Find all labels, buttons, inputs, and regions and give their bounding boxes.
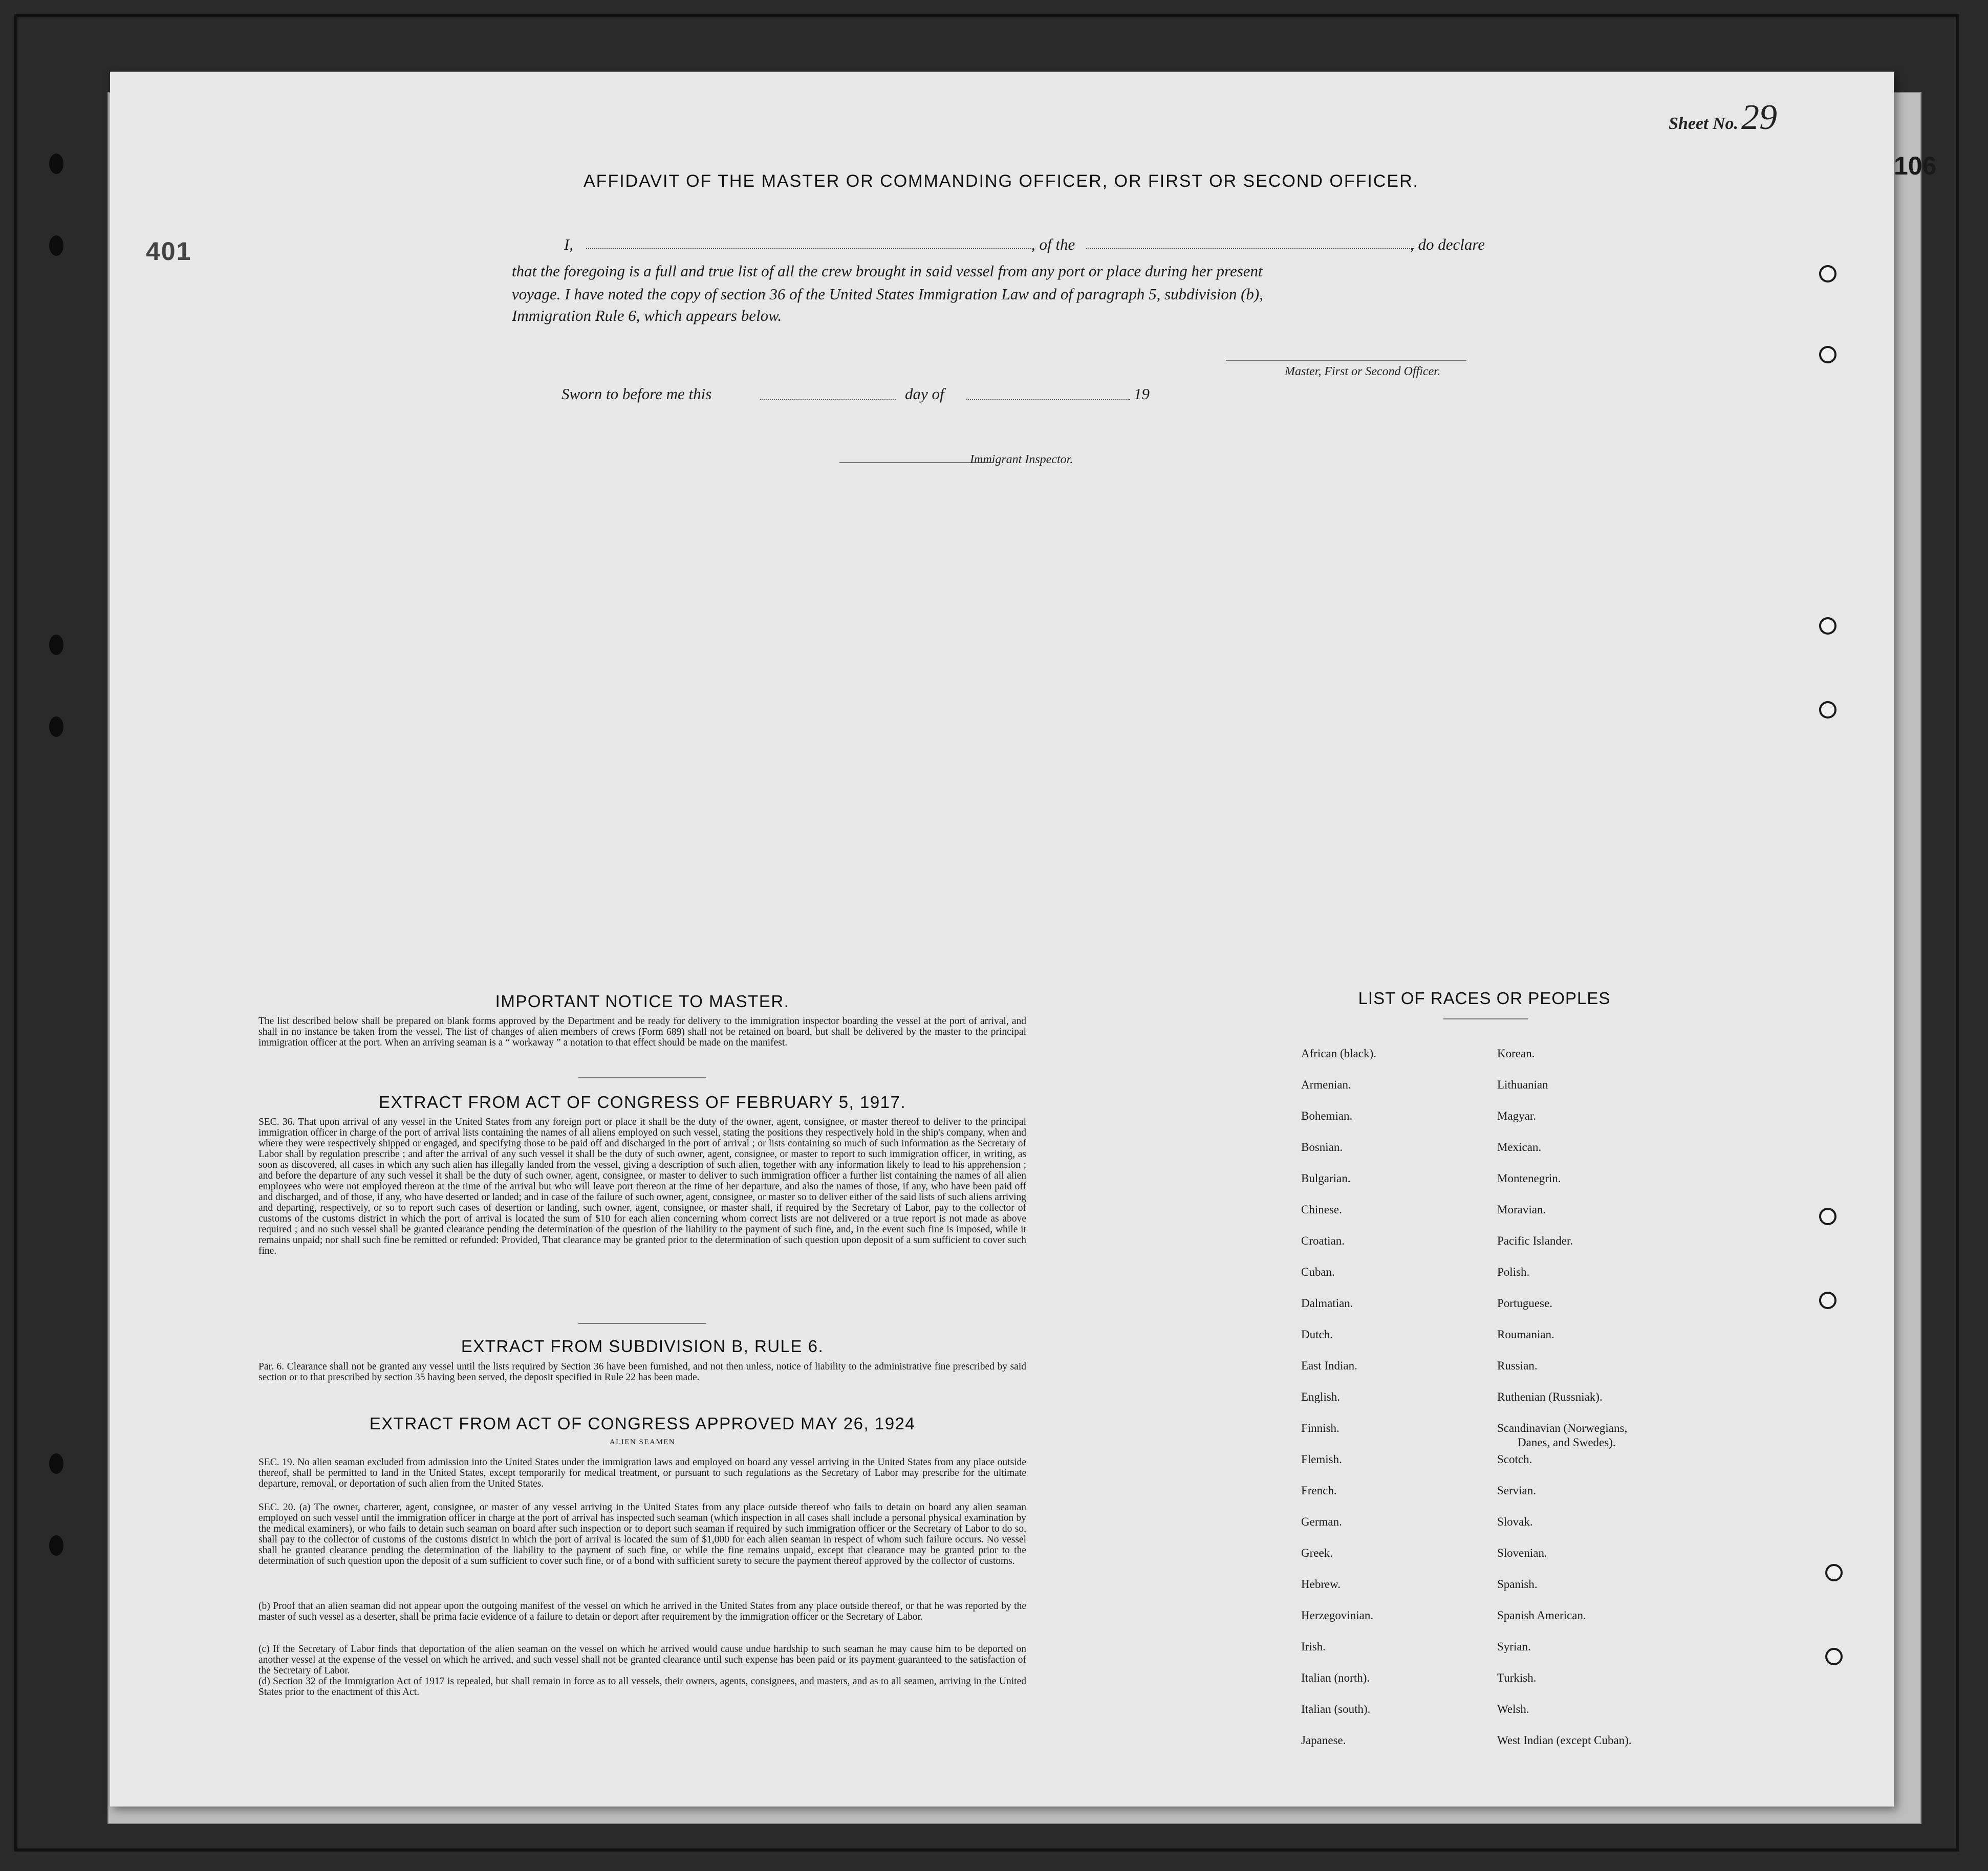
punch-hole — [1819, 1292, 1836, 1309]
race-item: Lithuanian — [1497, 1078, 1548, 1091]
race-item: German. — [1301, 1515, 1342, 1528]
binder-hole — [49, 154, 63, 174]
extract-1924-sec20c: (c) If the Secretary of Labor finds that deportation of the alien seaman on the vessel on which he arrived would cause undue hardship to such seaman he may cause him to be deported on another vessel at the expense of the vessel on which he arrived, and such vessel shall not be granted clearance until such expense has been paid or its payment guaranteed to the satisfaction of the Secretary of Labor. — [258, 1644, 1026, 1676]
sworn-label: Sworn to before me this — [561, 385, 712, 403]
race-item: Chinese. — [1301, 1203, 1342, 1216]
vessel-blank — [1086, 248, 1414, 249]
race-item: Mexican. — [1497, 1141, 1542, 1154]
race-item: Ruthenian (Russniak). — [1497, 1390, 1603, 1403]
race-item: Armenian. — [1301, 1078, 1351, 1091]
race-item: Turkish. — [1497, 1671, 1537, 1684]
affidavit-of-the: , of the — [1031, 235, 1075, 253]
race-item: Scandinavian (Norwegians, — [1497, 1422, 1628, 1434]
race-item: Flemish. — [1301, 1453, 1342, 1466]
extract-1917-body: SEC. 36. That upon arrival of any vessel in the United States from any foreign port or place it shall be the duty of the owner, agent, consignee, or master thereof to deliver to the principal immigration officer in charge of the port of arrival lists containing the names of all aliens employed on such vessel, stating the positions they respectively hold in the ship's company, when and where they were respectively shipped or engaged, and specifying those to be paid off and discharged in the port of arrival ; or lists containing so much of such information as the Secretary of Labor shall by regulation prescribe ; and after the arrival of any such vessel it shall be the duty of such owner, agent, consignee, or master to report to such immigration officer, in writing, as soon as discovered, all cases in which any such alien has illegally landed from the vessel, giving a description of such alien, together with any information likely to lead to his apprehension ; and before the departure of any such vessel it shall be the duty of such owner, agent, consignee, or master to deliver to such immigration officer a further list containing the names of all alien employees who were not employed thereon at the time of the arrival but who will leave port thereon at the time of her departure, and also the names of those, if any, who have been paid off and discharged, and of those, if any, who have deserted or landed; and in case of the failure of such owner, agent, consignee, or master so to deliver either of the said lists of such aliens arriving and departing, respectively, or so to report such cases of desertion or landing, such owner, agent, consignee, or master shall, if required by the Secretary of Labor, pay to the collector of customs of the customs district in which the port of arrival is located the sum of $10 for each alien concerning whom correct lists are not delivered or a true report is not made as above required ; and no such vessel shall be granted clearance pending the determination of the question of the liability to the payment of such fine, and, in the event such fine is imposed, while it remains unpaid; nor shall such fine be remitted or refunded: Provided, That clearance may be granted prior to the determination of such question upon deposit of a sum sufficient to cover such fine. — [258, 1117, 1026, 1256]
race-item: Servian. — [1497, 1484, 1537, 1497]
race-item: Cuban. — [1301, 1266, 1335, 1278]
extract-1924-sec19: SEC. 19. No alien seaman excluded from admission into the United States under the immigration laws and employed on board any vessel arriving in the United States from any place outside thereof, shall be permitted to land in the United States, except temporarily for medical treatment, or pursuant to such regulations as the Secretary of Labor may prescribe for the ultimate departure, removal, or deportation of such alien from the United States. — [258, 1457, 1026, 1489]
sheet-number — [1669, 97, 1777, 138]
race-item: Bosnian. — [1301, 1141, 1343, 1154]
races-title: LIST OF RACES OR PEOPLES — [1358, 989, 1611, 1008]
race-item: Danes, and Swedes). — [1518, 1436, 1616, 1449]
notice-body: The list described below shall be prepared on blank forms approved by the Department and be ready for delivery to the immigration inspector boarding the vessel at the port of arrival, and shall in no instance be taken from the vessel. The list of changes of alien members of crews (Form 689) shall not be retained on board, but shall be delivered by the master to the principal immigration officer at the port. When an arriving seaman is a “ workaway ” a notation to that effect should be made on the manifest. — [258, 1016, 1026, 1048]
extract-1924-sec20b: (b) Proof that an alien seaman did not appear upon the outgoing manifest of the vessel on which he arrived in the United States from any place outside thereof, or that he was reported by the master of such vessel as a deserter, shall be prima facie evidence of a failure to detain or deport after requirement by the immigration officer or the Secretary of Labor. — [258, 1601, 1026, 1622]
race-item: Portuguese. — [1497, 1297, 1552, 1310]
extract-1924-sec20d: (d) Section 32 of the Immigration Act of 1917 is repealed, but shall remain in force as to all vessels, their owners, agents, consignees, and masters, and as to all seamen, arriving in the United States prior to the enactment of this Act. — [258, 1676, 1026, 1698]
divider-rule — [578, 1077, 706, 1078]
affidavit-line-2: that the foregoing is a full and true list of all the crew brought in said vessel from any port or place during her present — [512, 262, 1263, 280]
extract-1924-subtitle: ALIEN SEAMEN — [609, 1438, 676, 1446]
affidavit-line-4: Immigration Rule 6, which appears below. — [512, 307, 782, 324]
punch-hole — [1819, 701, 1836, 719]
race-item: Greek. — [1301, 1547, 1333, 1559]
extract-rule6-title: EXTRACT FROM SUBDIVISION B, RULE 6. — [461, 1337, 824, 1356]
race-item: Pacific Islander. — [1497, 1234, 1573, 1247]
binder-hole — [49, 1453, 63, 1474]
race-item: East Indian. — [1301, 1359, 1357, 1372]
signature-line — [1226, 360, 1466, 361]
affidavit-i: I, — [564, 235, 574, 253]
extract-1924-title: EXTRACT FROM ACT OF CONGRESS APPROVED MAY 26, 1924 — [369, 1414, 916, 1433]
binder-hole — [49, 235, 63, 256]
race-item: Magyar. — [1497, 1109, 1537, 1122]
race-item: Russian. — [1497, 1359, 1538, 1372]
race-item: Scotch. — [1497, 1453, 1532, 1466]
sheet-number-value: 29 — [1741, 98, 1777, 137]
stamp-number-left: 401 — [146, 237, 192, 266]
race-item: Montenegrin. — [1497, 1172, 1561, 1185]
extract-rule6-body: Par. 6. Clearance shall not be granted any vessel until the lists required by Section 36 have been furnished, and not then unless, notice of liability to the administrative fine prescribed by said section or to that prescribed by section 35 having been served, the deposit specified in Rule 22 has been made. — [258, 1361, 1026, 1383]
punch-hole — [1819, 265, 1836, 282]
race-item: Croatian. — [1301, 1234, 1345, 1247]
race-item: Herzegovinian. — [1301, 1609, 1374, 1622]
affidavit-title: AFFIDAVIT OF THE MASTER OR COMMANDING OFFICER, OR FIRST OR SECOND OFFICER. — [584, 171, 1419, 191]
divider-rule — [578, 1323, 706, 1324]
punch-hole — [1819, 617, 1836, 635]
race-item: Bulgarian. — [1301, 1172, 1351, 1185]
race-item: English. — [1301, 1390, 1341, 1403]
race-item: French. — [1301, 1484, 1337, 1497]
sworn-month-blank — [966, 399, 1130, 400]
binder-hole — [49, 635, 63, 655]
race-item: Roumanian. — [1497, 1328, 1554, 1341]
race-item: Finnish. — [1301, 1422, 1339, 1434]
race-item: Dutch. — [1301, 1328, 1333, 1341]
race-item: Slovenian. — [1497, 1547, 1547, 1559]
stamp-number-right: 106 — [1894, 151, 1937, 180]
race-item: Irish. — [1301, 1640, 1326, 1653]
race-item: West Indian (except Cuban). — [1497, 1734, 1632, 1747]
race-item: Korean. — [1497, 1047, 1535, 1060]
race-item: Japanese. — [1301, 1734, 1346, 1747]
notice-title: IMPORTANT NOTICE TO MASTER. — [495, 992, 790, 1011]
affidavit-line-3: voyage. I have noted the copy of section 36 of the United States Immigration Law and of paragraph 5, subdivision (b), — [512, 285, 1263, 303]
punch-hole — [1819, 1208, 1836, 1225]
race-item: Spanish American. — [1497, 1609, 1586, 1622]
punch-hole — [1825, 1648, 1843, 1665]
name-blank — [586, 248, 1031, 249]
punch-hole — [1819, 346, 1836, 363]
race-item: Italian (south). — [1301, 1703, 1371, 1715]
sworn-day-blank — [760, 399, 896, 400]
punch-hole — [1825, 1564, 1843, 1581]
binder-hole — [49, 716, 63, 737]
divider-rule — [1443, 1018, 1528, 1019]
race-item: Syrian. — [1497, 1640, 1531, 1653]
extract-1924-sec20a: SEC. 20. (a) The owner, charterer, agent, consignee, or master of any vessel arriving in the United States from any place outside thereof who fails to detain on board any alien seaman employed on such vessel until the immigration officer in charge at the port of arrival has inspected such seaman (which inspection in all cases shall include a personal physical examination by the medical examiners), or who fails to detain such seaman on board after such inspection or to deport such seaman if required by such immigration officer or the Secretary of Labor to do so, shall pay to the collector of customs of the customs district in which the port of arrival is located the sum of $1,000 for each alien seaman in respect of whom such failure occurs. No vessel shall be granted clearance pending the determination of the liability to the payment of such fine, or while the fine remains unpaid, except that clearance may be granted prior to the determination of such question upon the deposit of a sum sufficient to cover such fine, or of a bond with sufficient surety to secure the payment thereof approved by the collector of customs. — [258, 1502, 1026, 1567]
race-item: Welsh. — [1497, 1703, 1529, 1715]
extract-1917-title: EXTRACT FROM ACT OF CONGRESS OF FEBRUARY 5, 1917. — [378, 1093, 906, 1112]
binder-hole — [49, 1535, 63, 1556]
race-item: Moravian. — [1497, 1203, 1546, 1216]
year-prefix: 19 — [1134, 385, 1150, 403]
inspector-label: Immigrant Inspector. — [970, 453, 1073, 466]
race-item: Hebrew. — [1301, 1578, 1341, 1591]
race-item: Spanish. — [1497, 1578, 1538, 1591]
sheet-number-label: Sheet No. — [1669, 114, 1738, 133]
race-item: Bohemian. — [1301, 1109, 1353, 1122]
race-item: Slovak. — [1497, 1515, 1533, 1528]
race-item: African (black). — [1301, 1047, 1376, 1060]
race-item: Polish. — [1497, 1266, 1530, 1278]
affidavit-declare: , do declare — [1410, 235, 1485, 253]
day-of-label: day of — [905, 385, 944, 403]
race-item: Dalmatian. — [1301, 1297, 1353, 1310]
signature-label: Master, First or Second Officer. — [1285, 365, 1440, 378]
race-item: Italian (north). — [1301, 1671, 1370, 1684]
